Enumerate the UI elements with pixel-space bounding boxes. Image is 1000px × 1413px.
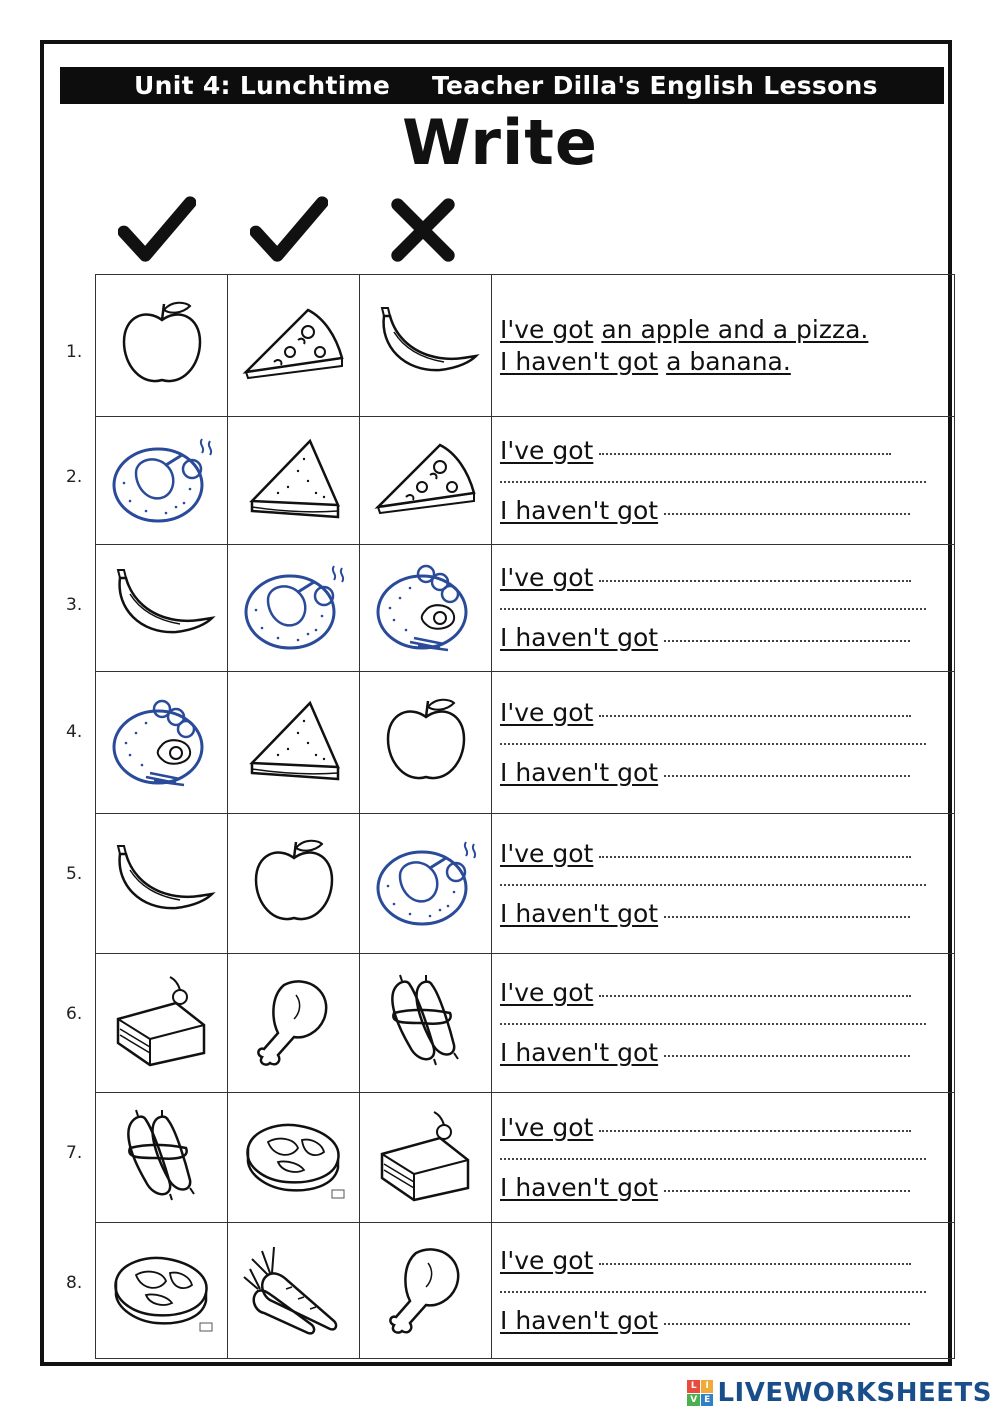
answer-blank[interactable] (664, 1190, 910, 1192)
example-answer: an apple and a pizza. (601, 314, 869, 344)
food-cell (360, 672, 492, 814)
logo-letter: E (701, 1394, 714, 1407)
food-cell (228, 275, 360, 417)
example-line-1 (500, 314, 954, 346)
row-number: 5. (66, 864, 83, 884)
unit-title: Unit 4: Lunchtime (134, 71, 391, 100)
prompt-have: I've got (500, 435, 594, 465)
food-cell (360, 954, 492, 1093)
prompt-have-not: I haven't got (500, 346, 659, 376)
row-number: 1. (66, 342, 83, 362)
apple-icon (370, 693, 482, 789)
prompt-have-not: I haven't got (500, 1305, 659, 1335)
logo-letter: I (701, 1380, 714, 1393)
answer-blank[interactable] (664, 640, 910, 642)
exercise-row (96, 1223, 955, 1359)
answer-cell[interactable] (492, 417, 955, 545)
meat-icon (106, 1241, 218, 1337)
banana-icon (106, 834, 218, 930)
food-cell (96, 814, 228, 954)
prompt-have: I've got (500, 563, 594, 592)
prompt-have-not: I haven't got (500, 757, 659, 787)
answer-blank[interactable] (664, 1055, 910, 1057)
food-cell (96, 954, 228, 1093)
exercise-row (96, 814, 955, 954)
food-cell (228, 672, 360, 814)
food-cell (360, 814, 492, 954)
answer-blank[interactable] (599, 995, 911, 997)
answer-cell[interactable] (492, 954, 955, 1093)
prompt-have-not: I haven't got (500, 623, 659, 652)
prompt-have-not: I haven't got (500, 495, 659, 525)
rice-chicken-icon (370, 834, 482, 930)
liveworksheets-logo-icon (687, 1380, 713, 1406)
answer-blank[interactable] (664, 1323, 910, 1325)
exercise-row (96, 954, 955, 1093)
exercise-row (96, 672, 955, 814)
answer-cell[interactable] (492, 1223, 955, 1359)
example-answer: a banana. (666, 346, 791, 376)
prompt-have-not: I haven't got (500, 1038, 659, 1067)
answer-blank[interactable] (500, 1023, 926, 1025)
sausage-icon (370, 973, 482, 1069)
food-cell (360, 1093, 492, 1223)
food-cell (228, 814, 360, 954)
food-cell (360, 275, 492, 417)
food-cell (360, 545, 492, 672)
cross-mark-icon (384, 194, 462, 266)
check-mark-icon (250, 194, 328, 266)
rice-chicken-icon (106, 431, 218, 527)
prompt-have: I've got (500, 697, 594, 727)
prompt-have: I've got (500, 838, 594, 868)
answer-blank[interactable] (500, 1158, 926, 1160)
chicken-leg-icon (370, 1241, 482, 1337)
cake-icon (370, 1108, 482, 1204)
rice-egg-icon (370, 558, 482, 654)
row-number: 6. (66, 1004, 83, 1024)
answer-blank[interactable] (599, 1130, 911, 1132)
prompt-have-not: I haven't got (500, 898, 659, 928)
page-title: Write (402, 106, 598, 179)
answer-blank[interactable] (599, 1263, 911, 1265)
exercise-row (96, 417, 955, 545)
chicken-leg-icon (238, 973, 350, 1069)
answer-blank[interactable] (599, 856, 911, 858)
pizza-icon (370, 431, 482, 527)
answer-blank[interactable] (500, 608, 926, 610)
food-cell (96, 1223, 228, 1359)
answer-cell[interactable] (492, 545, 955, 672)
header-bar (60, 67, 944, 104)
cake-icon (106, 973, 218, 1069)
row-number: 3. (66, 595, 83, 615)
teacher-title: Teacher Dilla's English Lessons (432, 71, 878, 100)
prompt-have: I've got (500, 1112, 594, 1142)
answer-blank[interactable] (664, 775, 910, 777)
answer-blank[interactable] (599, 453, 891, 455)
meat-icon (238, 1108, 350, 1204)
example-line-2 (500, 346, 954, 378)
food-cell (228, 545, 360, 672)
prompt-have-not: I haven't got (500, 1172, 659, 1202)
carrot-icon (238, 1241, 350, 1337)
banana-icon (106, 558, 218, 654)
check-mark-icon (118, 194, 196, 266)
prompt-have: I've got (500, 978, 594, 1007)
logo-letter: V (687, 1394, 700, 1407)
food-cell (360, 417, 492, 545)
answer-blank[interactable] (664, 513, 910, 515)
food-cell (96, 672, 228, 814)
answer-cell[interactable] (492, 672, 955, 814)
row-number: 2. (66, 467, 83, 487)
answer-blank[interactable] (599, 580, 911, 582)
answer-cell[interactable] (492, 1093, 955, 1223)
answer-blank[interactable] (599, 715, 911, 717)
answer-blank[interactable] (500, 743, 926, 745)
row-number: 7. (66, 1143, 83, 1163)
rice-chicken-icon (238, 558, 350, 654)
prompt-have: I've got (500, 314, 594, 344)
food-cell (228, 417, 360, 545)
food-cell (96, 1093, 228, 1223)
prompt-have: I've got (500, 1245, 594, 1275)
liveworksheets-logo[interactable] (687, 1378, 992, 1408)
sandwich-icon (238, 693, 350, 789)
answer-blank[interactable] (500, 481, 926, 483)
food-cell (228, 1093, 360, 1223)
sausage-icon (106, 1108, 218, 1204)
food-cell (96, 545, 228, 672)
row-number: 8. (66, 1273, 83, 1293)
apple-icon (106, 296, 218, 392)
food-cell (228, 1223, 360, 1359)
answer-blank[interactable] (664, 916, 910, 918)
banana-icon (370, 296, 482, 392)
rice-egg-icon (106, 693, 218, 789)
sandwich-icon (238, 431, 350, 527)
exercise-row (96, 275, 955, 417)
answer-blank[interactable] (500, 884, 926, 886)
answer-cell[interactable] (492, 814, 955, 954)
apple-icon (238, 834, 350, 930)
answer-cell (492, 275, 955, 417)
exercise-row (96, 545, 955, 672)
logo-letter: L (687, 1380, 700, 1393)
exercise-grid (95, 274, 955, 1359)
food-cell (96, 275, 228, 417)
row-number: 4. (66, 722, 83, 742)
exercise-row (96, 1093, 955, 1223)
food-cell (360, 1223, 492, 1359)
food-cell (96, 417, 228, 545)
pizza-icon (238, 296, 350, 392)
brand-name: LIVEWORKSHEETS (717, 1378, 992, 1408)
food-cell (228, 954, 360, 1093)
answer-blank[interactable] (500, 1291, 926, 1293)
